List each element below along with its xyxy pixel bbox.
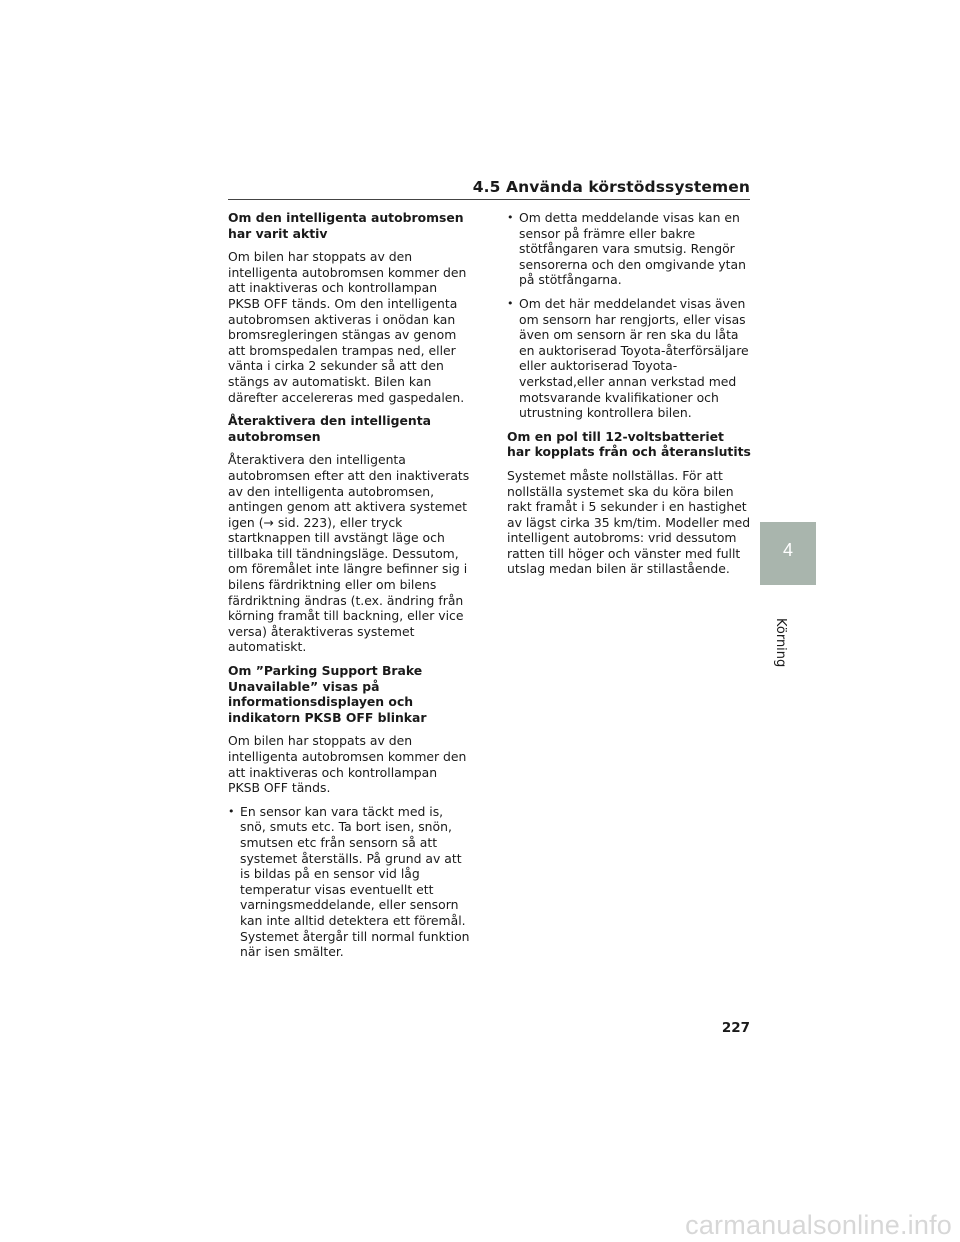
heading-autobrake-active: Om den intelligenta autobromsen har varit aktiv — [228, 210, 464, 241]
list-item: • Om det här meddelandet visas även om sensorn har rengjorts, eller visas även om sensorn är ren ska du låta en auktoriserad Toyota-återförsäljare eller auktoriserad Toyota-verkstad,eller annan verkstad med motsvarande kvalifikationer och utrustning kontrollera bilen. — [507, 296, 751, 421]
chapter-tab — [760, 522, 816, 585]
right-column — [507, 210, 751, 577]
heading-unavailable-message: Om ”Parking Support Brake Unavailable” visas på informationsdisplayen och indikatorn PKSB OFF blinkar — [228, 663, 427, 725]
heading-reactivate: Återaktivera den intelligenta autobromsen — [228, 413, 431, 444]
page-number: 227 — [721, 1020, 750, 1036]
list-item: • Om detta meddelande visas kan en sensor på främre eller bakre stötfångaren vara smutsig. Rengör sensorerna och den omgivande ytan på stötfångarna. — [507, 210, 751, 288]
chapter-label: Körning — [773, 618, 788, 668]
left-bullet-list — [228, 804, 472, 960]
section-title: 4.5 Använda körstödssystemen — [472, 178, 750, 196]
list-item: • En sensor kan vara täckt med is, snö, smuts etc. Ta bort isen, snön, smutsen etc från sensorn så att systemet återställs. På grund av att is bildas på en sensor vid låg temperatur visas eventuellt ett varningsmeddelande, eller sensorn kan inte alltid detektera ett föremål. Systemet återgår till normal funktion när isen smälter. — [228, 804, 472, 960]
watermark-logo: carmanualsonline.info — [685, 1210, 952, 1240]
paragraph-reactivate: Återaktivera den intelligenta autobromsen efter att den inaktiverats av den intelligenta autobromsen, antingen genom att aktivera systemet igen (→ sid. 223), eller tryck startknappen till avstängt läge och tillbaka till tändningsläge. Dessutom, om föremålet inte längre befinner sig i bilens färdriktning eller om bilens färdriktning ändras (t.ex. ändring från körning framåt till backning, eller vice versa) återaktiveras systemet automatiskt. — [228, 452, 470, 655]
heading-battery-reconnect: Om en pol till 12-voltsbatteriet har kopplats från och återanslutits — [507, 428, 751, 460]
left-column — [228, 210, 472, 968]
paragraph-battery-reconnect: Systemet måste nollställas. För att nollställa systemet ska du köra bilen rakt framåt i 5 sekunder i en hastighet av lägst cirka 35 km/tim. Modeller med intelligent autobroms: vrid dessutom ratten till höger och vänster med fullt utslag medan bilen är stillastående. — [507, 467, 751, 577]
paragraph-autobrake-active: Om bilen har stoppats av den intelligenta autobromsen kommer den att inaktiveras och kontrollampan PKSB OFF tänds. Om den intelligenta autobromsen aktiveras i onödan kan bromsregleringen stängas av genom att bromspedalen trampas ned, eller vänta i cirka 2 sekunder så att den stängs av automatiskt. Bilen kan därefter accelereras med gaspedalen. — [228, 249, 467, 405]
header-divider — [228, 199, 750, 200]
chapter-number: 4 — [782, 540, 793, 560]
paragraph-unavailable-message: Om bilen har stoppats av den intelligenta autobromsen kommer den att inaktiveras och kontrollampan PKSB OFF tänds. — [228, 733, 467, 796]
right-bullet-list — [507, 210, 751, 421]
